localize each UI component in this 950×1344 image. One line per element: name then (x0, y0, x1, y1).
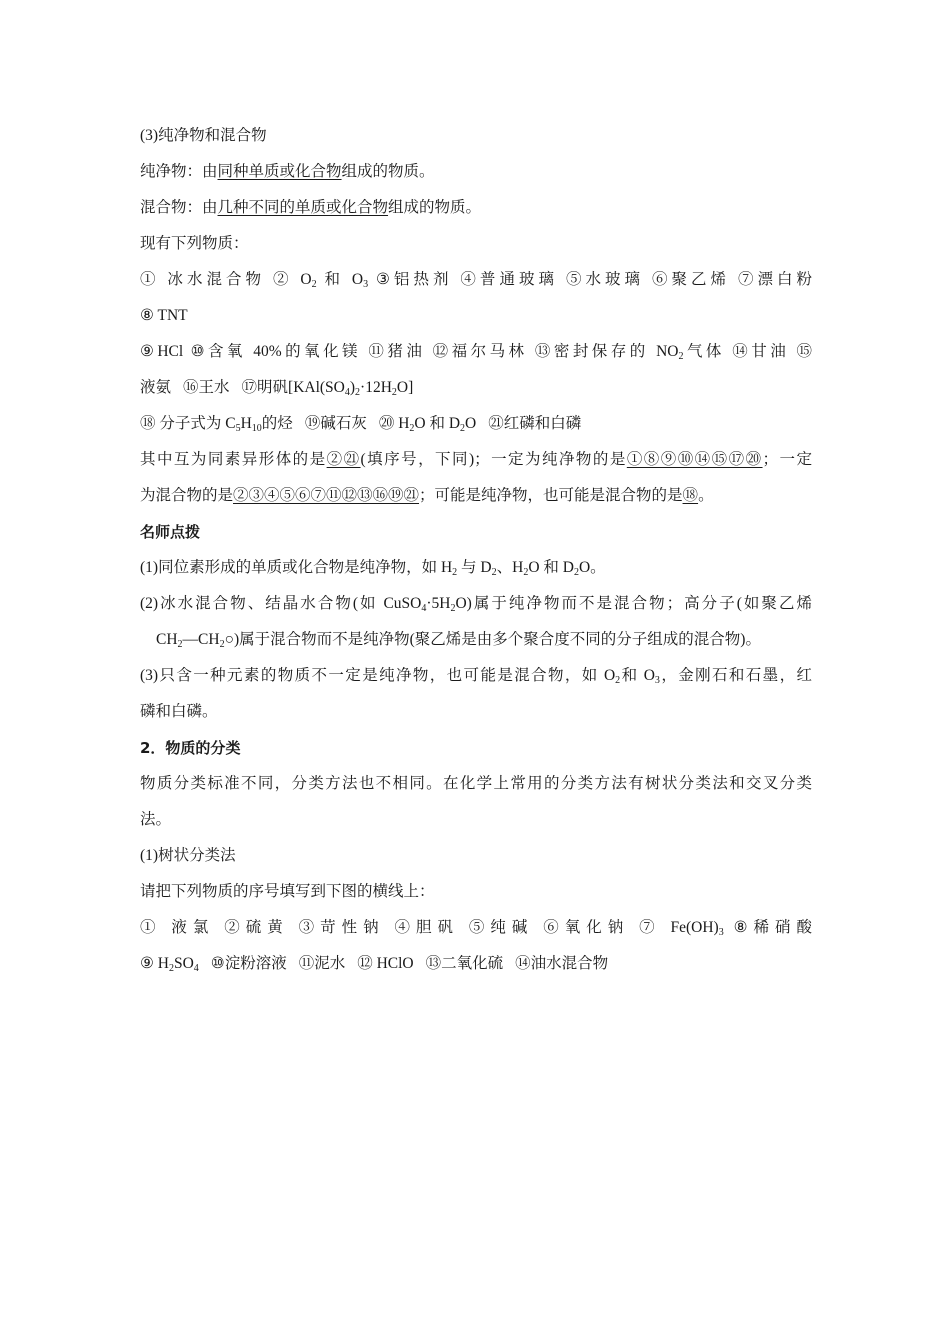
list-item: ⑬密封保存的 $NO_2$气体 (534, 343, 725, 362)
list-item: ⑫ HClO (357, 955, 414, 972)
section-2-paragraph-continued: 法。 (140, 811, 172, 828)
substance-list-6 (140, 910, 812, 946)
substance-list-2: ⑧ TNT (140, 307, 188, 324)
section-heading: (3)纯净物和混合物 (140, 127, 267, 144)
list-item: ㉑红磷和白磷 (488, 415, 582, 432)
list-item: ⑯王水 (183, 379, 230, 396)
list-item: ②硫黄 (224, 919, 289, 936)
list-item: ④普通玻璃 (460, 271, 559, 288)
list-item: ⑩含氧 40%的氧化镁 (190, 343, 362, 360)
list-item: ⑥氧化钠 (543, 919, 630, 936)
tip-3-continued: 磷和白磷。 (140, 703, 218, 720)
subsection-heading: (1)树状分类法 (140, 847, 236, 864)
answer-line-1: 其中互为同素异形体的是②㉑(填序号，下同)；一定为纯净物的是①⑧⑨⑩⑭⑮⑰⑳；一定 (140, 451, 812, 468)
substance-list-7 (140, 946, 812, 982)
list-item: ⑭油水混合物 (515, 955, 609, 972)
list-item: ⑱ 分子式为 $C_5H_{10}$的烃 (140, 415, 293, 434)
underlined-answer: ⑱ (682, 487, 699, 504)
underlined-answer: ②㉑ (326, 451, 361, 468)
list-item: ⑩淀粉溶液 (210, 955, 287, 972)
tip-heading: 名师点拨 (140, 523, 201, 541)
list-item: 液氨 (140, 379, 172, 396)
substance-list-4 (140, 370, 812, 406)
section-2-paragraph: 物质分类标准不同，分类方法也不相同。在化学上常用的分类方法有树状分类法和交叉分类 (140, 775, 812, 792)
list-item: ⑪泥水 (298, 955, 346, 972)
underlined-answer: ②③④⑤⑥⑦⑪⑫⑬⑯⑲㉑ (233, 487, 420, 504)
section-2-heading: 2．物质的分类 (140, 739, 241, 757)
substance-list-5 (140, 406, 812, 442)
text: 组成的物质。 (388, 199, 482, 216)
list-item: ③铝热剂 (376, 271, 453, 288)
list-item: ⑲碱石灰 (304, 415, 367, 432)
text: 混合物：由 (140, 199, 218, 216)
intro-text: 现有下列物质： (140, 235, 249, 252)
list-item: ⑳ $H_2O$ 和 $D_2O$ (378, 415, 477, 434)
list-item: ⑬二氧化硫 (425, 955, 504, 972)
list-item: ⑮ (796, 343, 813, 360)
tip-3: (3)只含一种元素的物质不一定是纯净物，也可能是混合物，如 $O_2$和 $O_3$，金刚石和石墨，红 (140, 667, 812, 686)
instruction-text: 请把下列物质的序号填写到下图的横线上： (140, 883, 435, 900)
list-item: ⑦ $Fe(OH)_3$ (639, 919, 724, 938)
text: 组成的物质。 (341, 163, 435, 180)
list-item: ⑥聚乙烯 (651, 271, 731, 288)
list-item: ⑧稀硝酸 (733, 919, 812, 936)
list-item: ④胆矾 (394, 919, 459, 936)
definition-pure (140, 154, 812, 190)
answer-line-2: 为混合物的是②③④⑤⑥⑦⑪⑫⑬⑯⑲㉑；可能是纯净物，也可能是混合物的是⑱。 (140, 487, 714, 504)
list-item: ⑤水玻璃 (565, 271, 645, 288)
tip-2-continued: $CH_2—CH_2○$)属于混合物而不是纯净物(聚乙烯是由多个聚合度不同的分子组成的混合物)。 (156, 631, 761, 650)
list-item: ⑨HCl (140, 343, 184, 360)
list-item: ③苛性钠 (298, 919, 385, 936)
list-item: ② $O_2$ 和 $O_3$ (272, 271, 369, 290)
list-item: ⑫福尔马林 (432, 343, 528, 360)
underlined-answer: 同种单质或化合物 (217, 163, 342, 180)
tip-1: (1)同位素形成的单质或化合物是纯净物，如 $H_2$ 与 $D_2$、$H_2O$ 和 $D_2O$。 (140, 559, 606, 578)
list-item: ⑨ $H_2SO_4$ (140, 955, 199, 974)
definition-mixture (140, 190, 812, 226)
document-body (140, 118, 812, 982)
substance-list-1 (140, 262, 812, 298)
tip-2: (2)冰水混合物、结晶水合物(如 $CuSO_4\cdot 5H_2O$)属于纯净物而不是混合物；高分子(如聚乙烯 (140, 595, 812, 614)
list-item: ⑭甘油 (732, 343, 790, 360)
list-item: ⑪猪油 (368, 343, 426, 360)
text: 纯净物：由 (140, 163, 218, 180)
list-item: ⑦漂白粉 (737, 271, 813, 288)
list-item: ① 液氯 (140, 919, 215, 936)
underlined-answer: ①⑧⑨⑩⑭⑮⑰⑳ (626, 451, 763, 468)
list-item: ⑤纯碱 (468, 919, 534, 936)
list-item: ⑰明矾$[KAl(SO_4)_2\cdot 12H_2O]$ (241, 379, 414, 398)
list-item: ① 冰水混合物 (140, 271, 266, 288)
substance-list-3 (140, 334, 812, 370)
underlined-answer: 几种不同的单质或化合物 (217, 199, 389, 216)
